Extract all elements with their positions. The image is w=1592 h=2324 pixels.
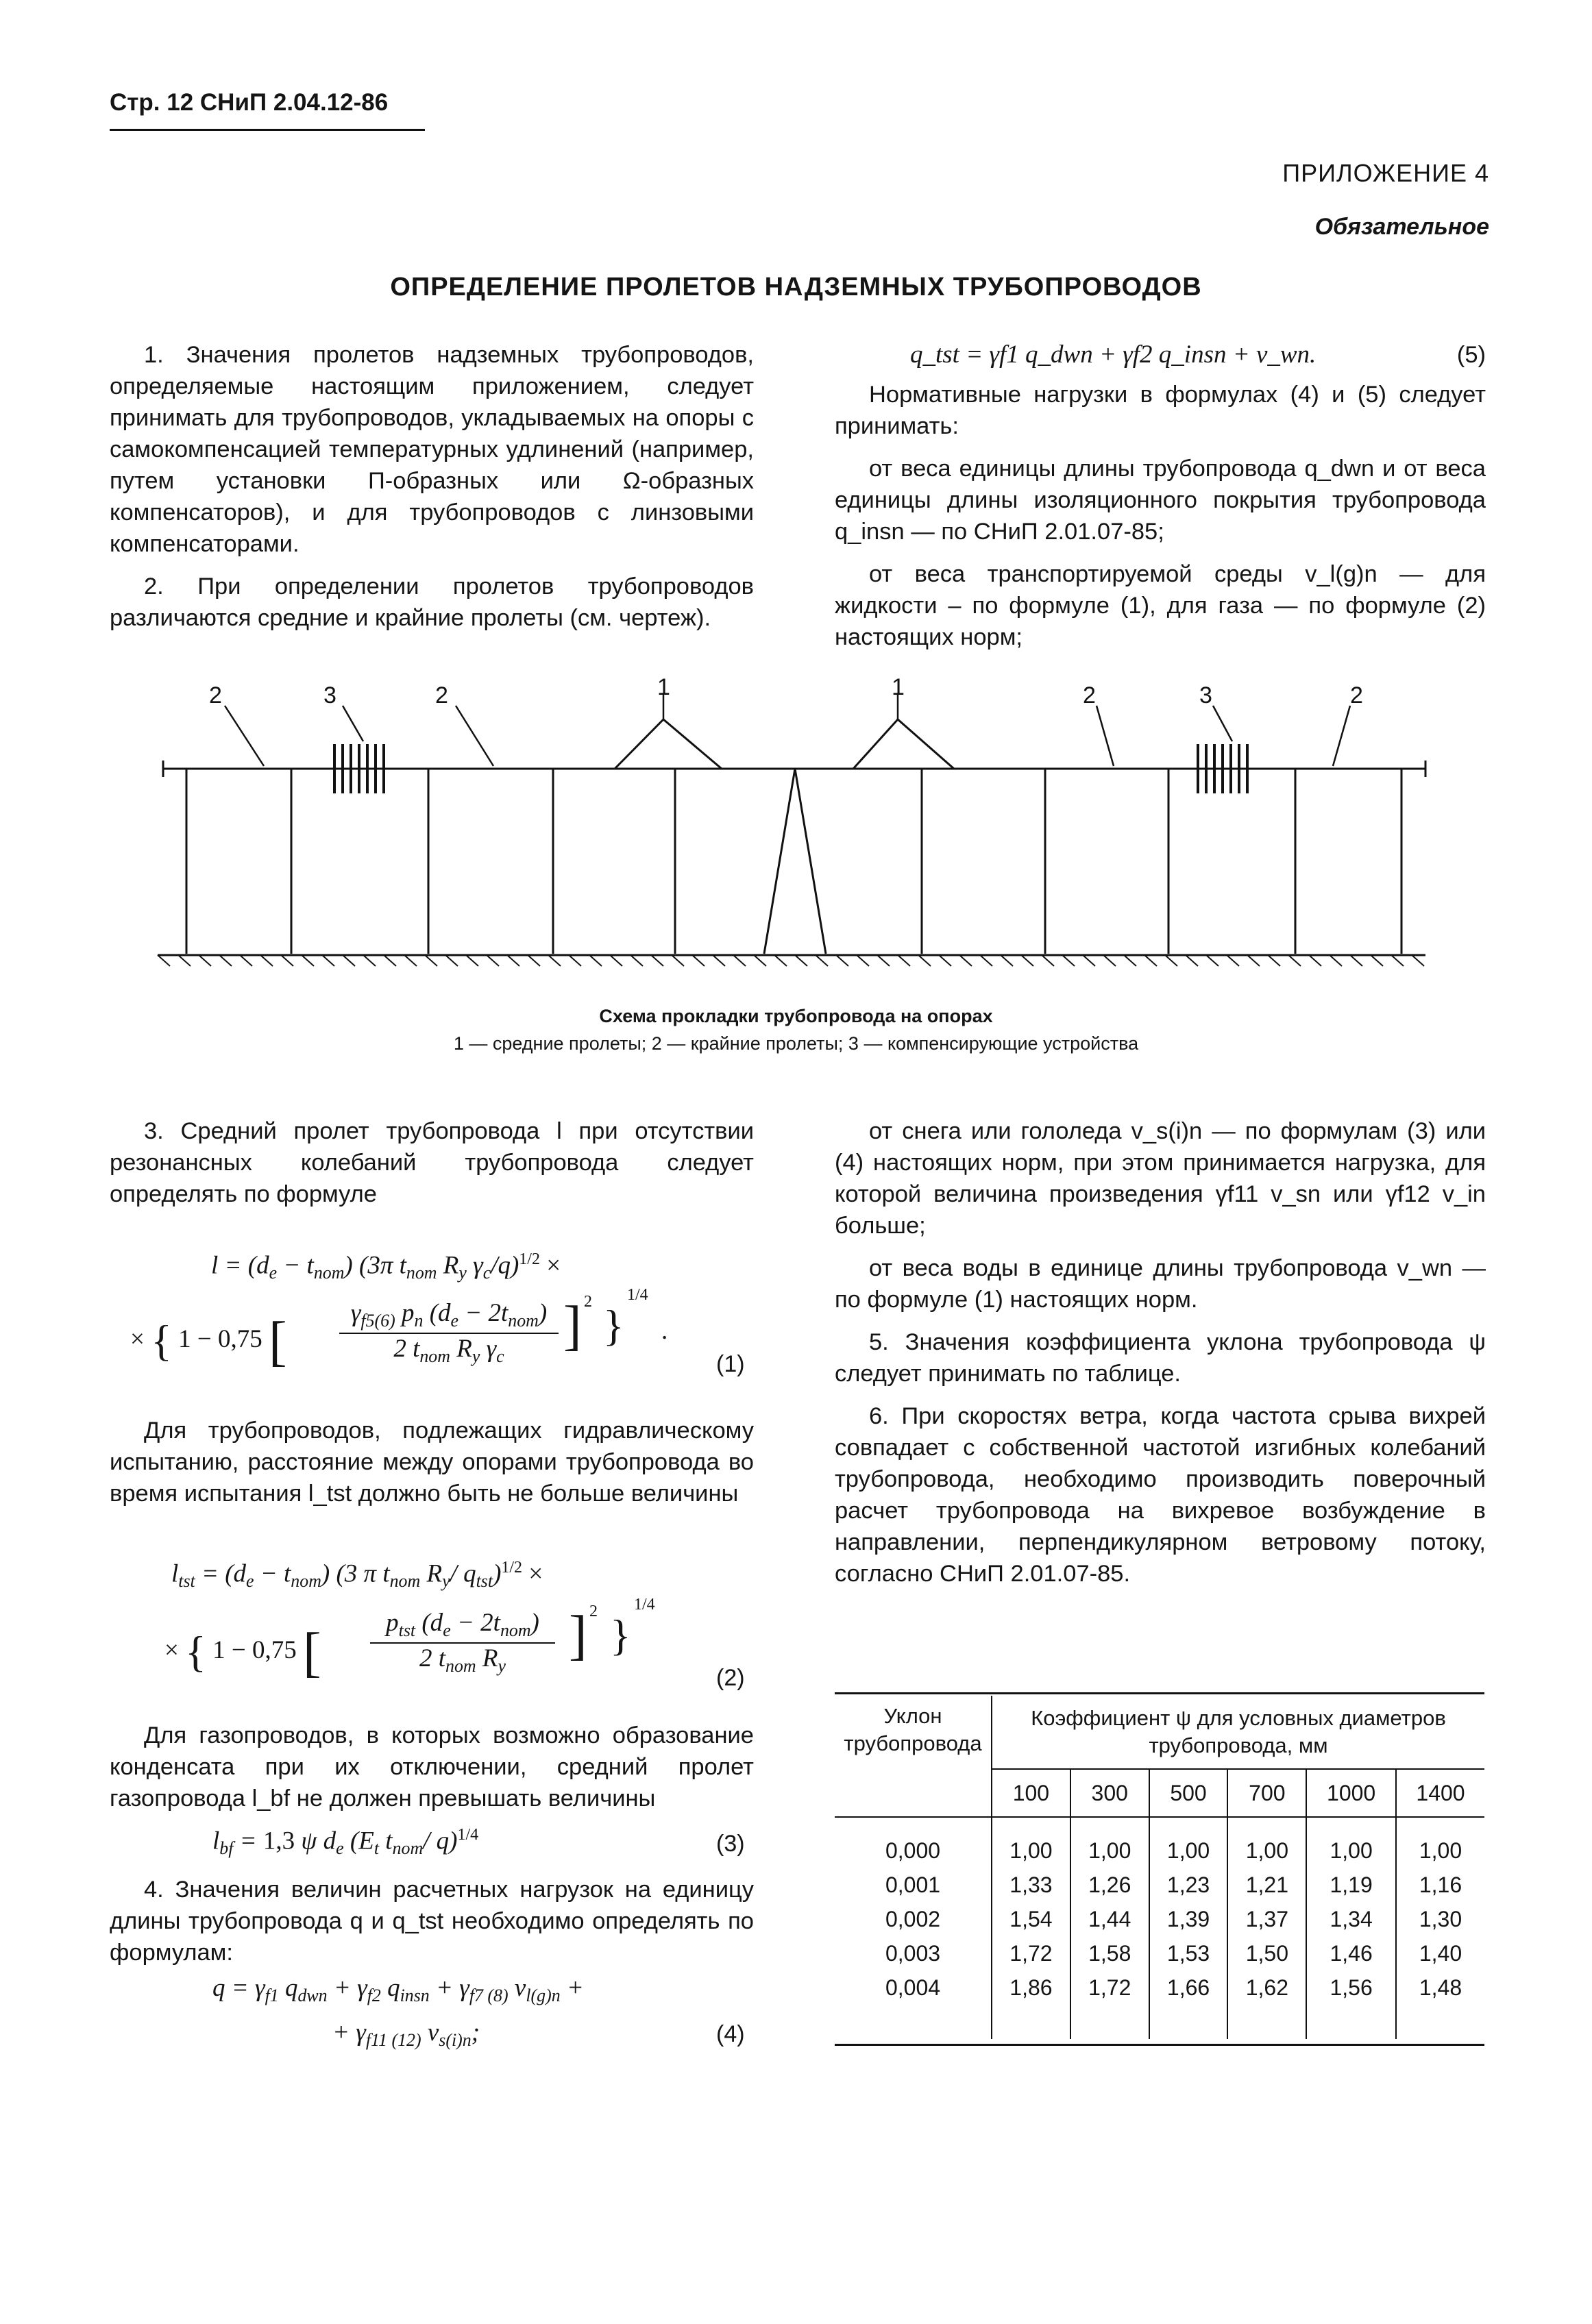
coef-cell: 1,21 <box>1227 1868 1306 1902</box>
gas-pipeline-paragraph <box>110 1720 754 1814</box>
label-middle-span-1: 1 <box>657 678 670 700</box>
formula-1: $l = (d_e - t_{nom})$ (3π $t_{nom}$ $R_y$ $\gamma_c/q)^{1/2}$ × × { 1 − 0,75 [ $\gamma_{f5(6)}$ $p_n$ $(d_e - 2t_{nom})$ 2 $t_{nom}$ $R_y$ $\gamma_c$ ] 2 } 1/4 . <box>130 1250 668 1372</box>
bottom-right-column <box>835 1115 1486 1590</box>
coef-cell: 1,00 <box>1070 1833 1149 1868</box>
table-row <box>835 1902 1484 1936</box>
coef-cell: 1,40 <box>1419 1940 1462 1966</box>
coef-cell: 1,86 <box>992 1970 1070 2005</box>
water-weight-load: от веса воды в единице длины трубопровода v_wn — по формуле (1) настоящих норм. <box>835 1255 1486 1313</box>
paragraph-5: 5. Значения коэффициента уклона трубопровода ψ следует принимать по таблице. <box>835 1329 1486 1387</box>
coef-cell: 1,48 <box>1419 1975 1462 2000</box>
coef-cell: 1,39 <box>1149 1902 1228 1936</box>
top-left-column <box>110 339 754 634</box>
compensator-right <box>1198 744 1247 793</box>
appendix-status: Обязательное <box>1314 214 1489 240</box>
label-outer-span-4: 2 <box>1350 682 1363 708</box>
diameter-header: 1000 <box>1306 1769 1396 1817</box>
diameter-header: 1400 <box>1416 1780 1465 1805</box>
coef-cell: 1,34 <box>1306 1902 1396 1936</box>
hydro-test-paragraph <box>110 1415 754 1509</box>
coef-cell: 1,54 <box>992 1902 1070 1936</box>
coef-cell: 1,00 <box>1227 1833 1306 1868</box>
coef-cell: 1,37 <box>1227 1902 1306 1936</box>
coef-cell: 1,50 <box>1227 1936 1306 1970</box>
header-coefficient: Коэффициент ψ для условных диаметров трубопровода, мм <box>992 1696 1484 1769</box>
label-outer-span-1: 2 <box>209 682 222 708</box>
compensator-left <box>334 744 384 793</box>
formula-2: $l_{tst} = (d_e - t_{nom})$ (3 π $t_{nom}$ $R_y/$ $q_{tst})^{1/2}$ × × { 1 − 0,75 [ $p_{tst}$ $(d_e - 2t_{nom})$ 2 $t_{nom}$ $R_y$ ] 2 } 1/4 <box>164 1559 655 1683</box>
header-underline <box>110 129 425 131</box>
table-row <box>835 1936 1484 1970</box>
diameter-header: 500 <box>1149 1769 1228 1817</box>
coef-cell: 1,33 <box>992 1868 1070 1902</box>
paragraph-1: 1. Значения пролетов надземных трубопроводов, определяемые настоящим приложением, следует принимать для трубопроводов, укладываемых на опоры с самокомпенсацией температурных удлинений (например, путем установки П-образных или Ω-образных компенсаторов), и для трубопроводов с линзовыми компенсаторами. <box>110 342 754 557</box>
coef-cell: 1,72 <box>1070 1970 1149 2005</box>
table-row <box>835 1868 1484 1902</box>
slope-cell: 0,001 <box>835 1868 992 1902</box>
paragraph-hydro-test: Для трубопроводов, подлежащих гидравлическому испытанию, расстояние между опорами трубопровода во время испытания l_tst должно быть не больше величины <box>110 1418 754 1507</box>
coef-cell: 1,00 <box>992 1833 1070 1868</box>
coef-cell: 1,00 <box>1306 1833 1396 1868</box>
snow-ice-load: от снега или гололеда v_s(i)n — по формулам (3) или (4) настоящих норм, при этом принимается нагрузка, для которой величина произведения γf11 v_sn или γf12 v_in больше; <box>835 1118 1486 1239</box>
coef-cell: 1,56 <box>1306 1970 1396 2005</box>
label-middle-span-2: 1 <box>892 678 905 700</box>
paragraph-2: 2. При определении пролетов трубопроводов различаются средние и крайние пролеты (см. чертеж). <box>110 573 754 631</box>
coef-cell: 1,66 <box>1149 1970 1228 2005</box>
slope-cell: 0,000 <box>835 1833 992 1868</box>
formula-4-number: (4) <box>716 2021 745 2047</box>
coef-cell: 1,00 <box>1419 1838 1462 1863</box>
loads-medium-weight: от веса транспортируемой среды v_l(g)n — для жидкости – по формуле (1), для газа — по формуле (2) настоящих норм; <box>835 561 1486 650</box>
page-header-ref: Стр. 12 СНиП 2.04.12-86 <box>110 89 389 116</box>
coef-cell: 1,30 <box>1419 1906 1462 1931</box>
table-top-rule <box>835 1692 1484 1694</box>
loads-pipe-weight: от веса единицы длины трубопровода q_dwn и от веса единицы длины изоляционного покрытия трубопровода q_insn — по СНиП 2.01.07-85; <box>835 456 1486 545</box>
formula-1-number: (1) <box>716 1351 745 1377</box>
table-row <box>835 1833 1484 1868</box>
header-slope: Уклон трубопровода <box>835 1696 992 1817</box>
pipeline-support-diagram <box>137 678 1473 987</box>
top-right-column <box>835 339 1486 653</box>
coef-cell: 1,72 <box>992 1936 1070 1970</box>
equation-5-number: (5) <box>1456 342 1486 368</box>
section-3-paragraph <box>110 1115 754 1210</box>
loads-intro: Нормативные нагрузки в формулах (4) и (5) следует принимать: <box>835 382 1486 439</box>
slope-coefficient-table <box>835 1696 1484 2039</box>
diameter-header: 300 <box>1070 1769 1149 1817</box>
span-marker-left <box>615 719 722 769</box>
coef-cell: 1,16 <box>1419 1872 1462 1897</box>
coef-cell: 1,46 <box>1306 1936 1396 1970</box>
formula-3-number: (3) <box>716 1831 745 1857</box>
coef-cell: 1,44 <box>1070 1902 1149 1936</box>
coef-cell: 1,58 <box>1070 1936 1149 1970</box>
paragraph-3: 3. Средний пролет трубопровода l при отсутствии резонансных колебаний трубопровода следует определять по формуле <box>110 1118 754 1207</box>
label-outer-span-3: 2 <box>1083 682 1096 708</box>
coef-cell: 1,23 <box>1149 1868 1228 1902</box>
paragraph-gas-pipeline: Для газопроводов, в которых возможно образование конденсата при их отключении, средний пролет газопровода l_bf не должен превышать величины <box>110 1722 754 1812</box>
formula-4-line-2: + $\gamma_{f11 (12)}$ $v_{s(i)n}$; <box>332 2018 480 2050</box>
coef-cell: 1,62 <box>1227 1970 1306 2005</box>
fixed-support <box>764 769 826 954</box>
formula-3: $l_{bf} = 1,3$ ψ $d_e$ ($E_t$ $t_{nom}/$ q)$^{1/4}$ <box>212 1826 479 1859</box>
equation-5-row <box>835 339 1486 379</box>
diameter-header: 700 <box>1227 1769 1306 1817</box>
diameter-header: 100 <box>992 1769 1070 1817</box>
equation-5: q_tst = γf1 q_dwn + γf2 q_insn + v_wn. <box>910 341 1317 369</box>
section-4-paragraph <box>110 1874 754 1968</box>
paragraph-6: 6. При скоростях ветра, когда частота срыва вихрей совпадает с собственной частотой изгибных колебаний трубопровода, необходимо производить поверочный расчет трубопровода на вихревое возбуждение в направлении, перпендикулярном ветровому потоку, согласно СНиП 2.01.07-85. <box>835 1403 1486 1587</box>
formula-2-number: (2) <box>716 1665 745 1691</box>
table-bottom-rule <box>835 2044 1484 2046</box>
coef-cell: 1,19 <box>1306 1868 1396 1902</box>
appendix-label: ПРИЛОЖЕНИЕ 4 <box>1282 159 1489 187</box>
support-columns <box>186 769 1401 954</box>
formula-4-line-1: $q = \gamma_{f1}$ $q_{dwn} + \gamma_{f2}$ $q_{insn} + \gamma_{f7 (8)}$ $v_{l(g)n}$ + <box>212 1974 584 2005</box>
paragraph-4: 4. Значения величин расчетных нагрузок на единицу длины трубопровода q и q_tst необходимо определять по формулам: <box>110 1877 754 1966</box>
figure-caption-title: Схема прокладки трубопровода на опорах <box>599 1006 993 1026</box>
label-outer-span-2: 2 <box>435 682 448 708</box>
ground-hatching <box>158 955 1424 966</box>
coef-cell: 1,26 <box>1070 1868 1149 1902</box>
figure-caption-legend: 1 — средние пролеты; 2 — крайние пролеты; 3 — компенсирующие устройства <box>453 1033 1139 1054</box>
span-marker-right <box>853 719 954 769</box>
document-title: ОПРЕДЕЛЕНИЕ ПРОЛЕТОВ НАДЗЕМНЫХ ТРУБОПРОВОДОВ <box>390 273 1202 301</box>
slope-cell: 0,004 <box>835 1970 992 2005</box>
label-compensator-2: 3 <box>1199 682 1212 708</box>
coef-cell: 1,00 <box>1149 1833 1228 1868</box>
slope-cell: 0,003 <box>835 1936 992 1970</box>
label-compensator-1: 3 <box>323 682 336 708</box>
table-row <box>835 1970 1484 2005</box>
slope-cell: 0,002 <box>835 1902 992 1936</box>
coef-cell: 1,53 <box>1149 1936 1228 1970</box>
